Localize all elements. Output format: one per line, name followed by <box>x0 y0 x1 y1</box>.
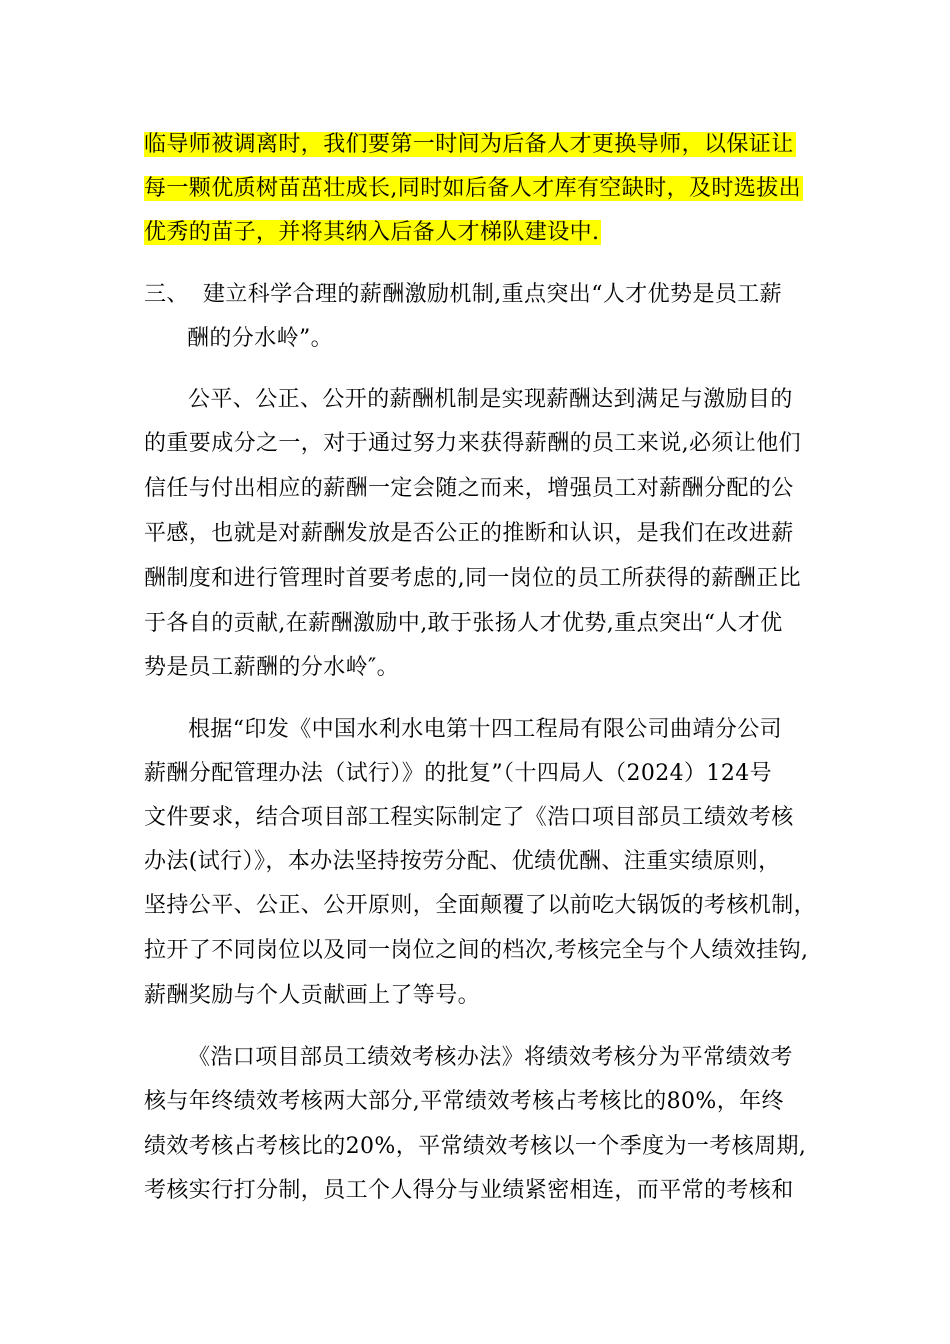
paragraph-line: 办法(试行）》，本办法坚持按劳分配、优绩优酬、注重实绩原则， <box>144 849 781 874</box>
paragraph-line: 于各自的贡献,在薪酬激励中,敢于张扬人才优势,重点突出“人才优 <box>144 611 783 636</box>
paragraph-line: 拉开了不同岗位以及同一岗位之间的档次,考核完全与个人绩效挂钩, <box>144 938 809 963</box>
section-heading-line: 建立科学合理的薪酬激励机制,重点突出“人才优势是员工薪 <box>203 282 783 307</box>
highlighted-text-line: 临导师被调离时，我们要第一时间为后备人才更换导师，以保证让 <box>144 132 794 157</box>
paragraph-line: 文件要求，结合项目部工程实际制定了《浩口项目部员工绩效考核 <box>144 805 794 830</box>
section-heading-line: 酬的分水岭”。 <box>187 326 334 351</box>
paragraph-line: 根据“印发《中国水利水电第十四工程局有限公司曲靖分公司 <box>188 717 783 742</box>
paragraph-line: 坚持公平、公正、公开原则，全面颠覆了以前吃大锅饭的考核机制， <box>144 893 817 918</box>
paragraph-line: 绩效考核占考核比的20%，平常绩效考核以一个季度为一考核周期, <box>144 1134 807 1159</box>
paragraph-line: 酬制度和进行管理时首要考虑的,同一岗位的员工所获得的薪酬正比 <box>144 566 801 591</box>
paragraph-line: 《浩口项目部员工绩效考核办法》将绩效考核分为平常绩效考 <box>188 1045 793 1070</box>
paragraph-line: 考核实行打分制，员工个人得分与业绩紧密相连，而平常的考核和 <box>144 1178 794 1203</box>
highlighted-text-line: 优秀的苗子，并将其纳入后备人才梯队建设中. <box>144 220 600 245</box>
paragraph-line: 薪酬分配管理办法（试行）》的批复”（十四局人（2024）124号 <box>144 761 773 786</box>
paragraph-line: 平感，也就是对薪酬发放是否公正的推断和认识，是我们在改进薪 <box>144 521 794 546</box>
paragraph-line: 势是员工薪酬的分水岭″。 <box>144 655 400 680</box>
paragraph-line: 公平、公正、公开的薪酬机制是实现薪酬达到满足与激励目的 <box>188 387 793 412</box>
paragraph-line: 的重要成分之一，对于通过努力来获得薪酬的员工来说,必须让他们 <box>144 431 801 456</box>
paragraph-line: 核与年终绩效考核两大部分,平常绩效考核占考核比的80%，年终 <box>144 1089 784 1114</box>
section-number: 三、 <box>144 282 189 307</box>
paragraph-line: 信任与付出相应的薪酬一定会随之而来，增强员工对薪酬分配的公 <box>144 476 794 501</box>
highlighted-text-line: 每一颗优质树苗茁壮成长,同时如后备人才库有空缺时，及时选拔出 <box>144 176 801 201</box>
paragraph-line: 薪酬奖励与个人贡献画上了等号。 <box>144 983 481 1008</box>
